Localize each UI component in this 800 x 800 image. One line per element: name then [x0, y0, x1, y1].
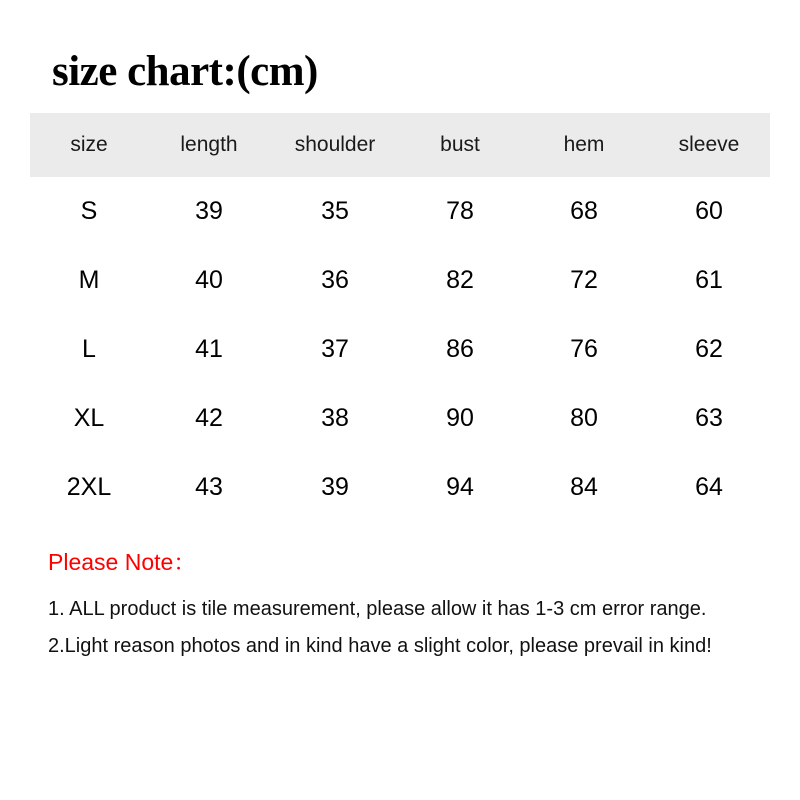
- cell-hem: 68: [570, 197, 598, 226]
- cell-hem: 80: [570, 404, 598, 433]
- table-row: [30, 315, 770, 384]
- cell-length: 40: [195, 266, 223, 295]
- table-header: [30, 113, 770, 177]
- cell-size: M: [78, 266, 100, 295]
- cell-bust: 86: [446, 335, 474, 364]
- note-list: [48, 591, 778, 665]
- column-header-shoulder: shoulder: [294, 133, 376, 157]
- cell-bust: 94: [446, 473, 474, 502]
- cell-sleeve: 63: [695, 404, 723, 433]
- cell-shoulder: 35: [321, 197, 349, 226]
- cell-size: L: [82, 335, 96, 364]
- table-row: [30, 177, 770, 246]
- cell-length: 43: [195, 473, 223, 502]
- cell-bust: 82: [446, 266, 474, 295]
- note-item: 2.Light reason photos and in kind have a slight color, please prevail in kind!: [48, 635, 712, 658]
- cell-hem: 72: [570, 266, 598, 295]
- note-item: 1. ALL product is tile measurement, please allow it has 1-3 cm error range.: [48, 598, 707, 621]
- size-chart-table: [30, 113, 770, 522]
- column-header-hem: hem: [563, 133, 605, 157]
- cell-length: 41: [195, 335, 223, 364]
- table-header-row: [30, 113, 770, 177]
- cell-size: XL: [73, 404, 105, 433]
- cell-length: 42: [195, 404, 223, 433]
- cell-sleeve: 64: [695, 473, 723, 502]
- column-header-sleeve: sleeve: [678, 133, 740, 157]
- cell-bust: 90: [446, 404, 474, 433]
- cell-size: S: [80, 197, 98, 226]
- cell-shoulder: 37: [321, 335, 349, 364]
- column-header-bust: bust: [440, 133, 480, 157]
- table-row: [30, 384, 770, 453]
- cell-bust: 78: [446, 197, 474, 226]
- cell-sleeve: 60: [695, 197, 723, 226]
- cell-sleeve: 61: [695, 266, 723, 295]
- table-body: [30, 177, 770, 522]
- cell-length: 39: [195, 197, 223, 226]
- cell-sleeve: 62: [695, 335, 723, 364]
- cell-size: 2XL: [66, 473, 112, 502]
- column-header-length: length: [180, 133, 238, 157]
- cell-shoulder: 36: [321, 266, 349, 295]
- cell-hem: 76: [570, 335, 598, 364]
- table-row: [30, 453, 770, 522]
- note-heading: Please Note：: [48, 549, 197, 576]
- table-row: [30, 246, 770, 315]
- cell-shoulder: 39: [321, 473, 349, 502]
- cell-hem: 84: [570, 473, 598, 502]
- column-header-size: size: [70, 133, 108, 157]
- cell-shoulder: 38: [321, 404, 349, 433]
- page-title: size chart:(cm): [52, 48, 318, 95]
